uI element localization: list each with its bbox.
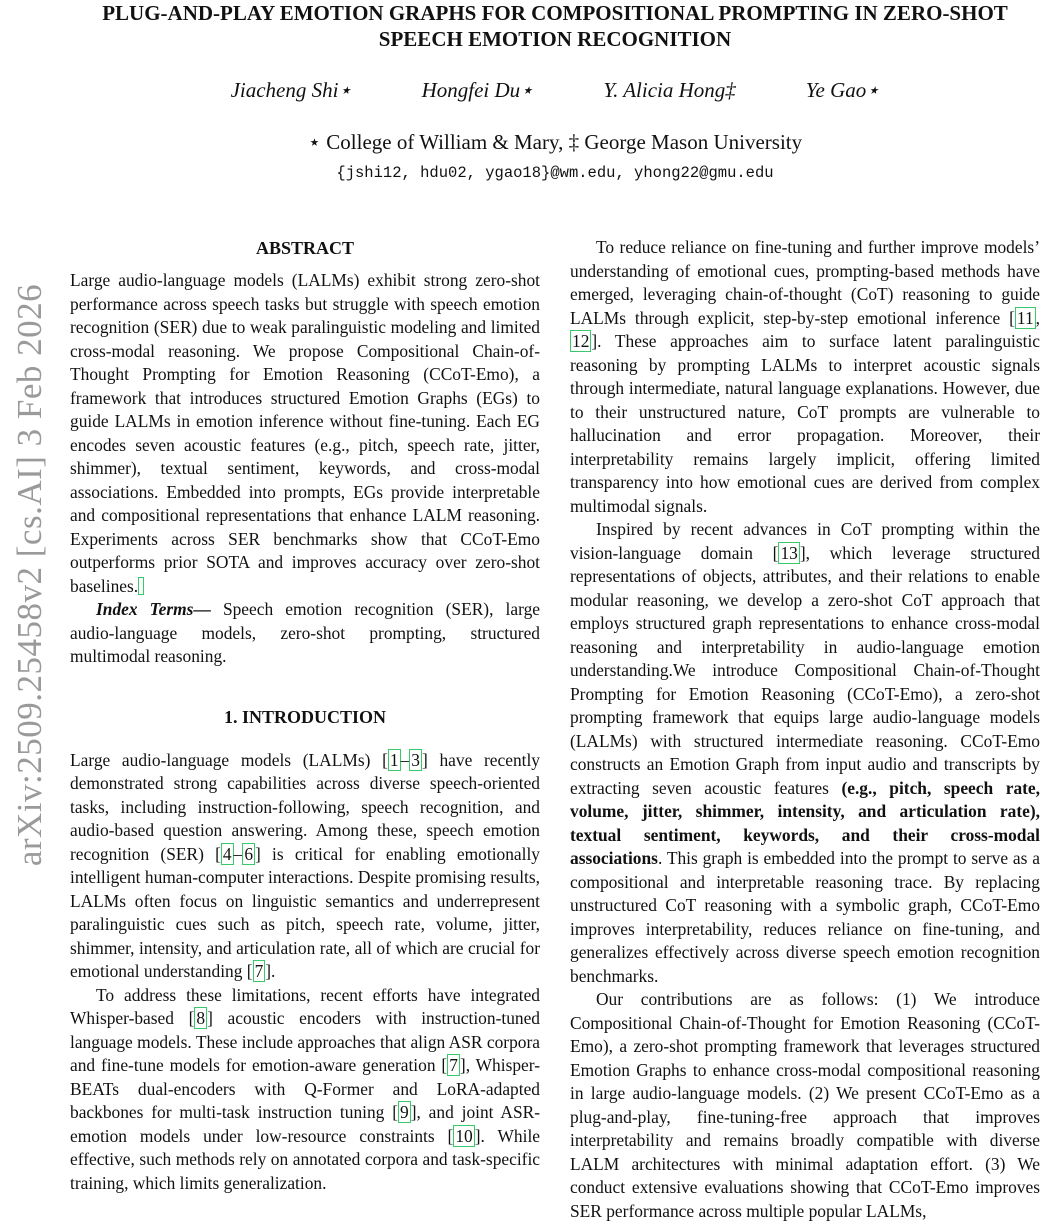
- bold-text-run: (e.g., pitch, speech rate, volume, jitter, shimmer, intensity, and articulation rate), textual sentiment, keywords, and their cross-modal associations: [570, 777, 1041, 868]
- citation-link[interactable]: 1: [389, 749, 399, 770]
- author-4: Ye Gao⋆: [805, 78, 880, 102]
- citation-link[interactable]: 6: [244, 843, 254, 864]
- text-run: ]. These approaches aim to surface latent paralinguistic reasoning by prompting LALMs to interpret acoustic signals through intermediate, natural language explanations. However, due to their unstructured nature, CoT prompts are vulnerable to hallucination and error propagation. Moreover, their interpretability remains largely implicit, offering limited transparency into how emotional cues are derived from complex multimodal signals.: [570, 331, 1040, 516]
- abstract-heading: ABSTRACT: [255, 238, 355, 258]
- paper-title: [60, 0, 1050, 52]
- abstract-body: Large audio-language models (LALMs) exhibit strong zero-shot performance across speech tasks but struggle with speech emotion recognition (SER) due to weak paralinguistic modeling and limited cross-modal reasoning. We propose Compositional Chain-of-Thought Prompting for Emotion Reasoning (CCoT-Emo), a framework that introduces structured Emotion Graphs (EGs) to guide LALMs in emotion inference without fine-tuning. Each EG encodes seven acoustic features (e.g., pitch, speech rate, jitter, shimmer), textual sentiment, keywords, and cross-modal associations. Embedded into prompts, EGs provide interpretable and compositional representations that enhance LALM reasoning. Experiments across SER benchmarks show that CCoT-Emo outperforms prior SOTA and improves accuracy over zero-shot baselines.: [70, 270, 540, 596]
- title-line-1: PLUG-AND-PLAY EMOTION GRAPHS FOR COMPOSITIONAL PROMPTING IN ZERO-SHOT: [102, 1, 1008, 25]
- citation-link[interactable]: 7: [449, 1055, 458, 1075]
- affiliations: ⋆ College of William & Mary, ‡ George Mason University: [307, 130, 803, 154]
- text-run: Large audio-language models (LALMs) [: [70, 749, 388, 770]
- author-1: Jiacheng Shi⋆: [230, 78, 352, 102]
- abstract-footnote-link[interactable]: [138, 577, 144, 595]
- author-list: [60, 78, 1050, 103]
- author-emails: {jshi12, hdu02, ygao18}@wm.edu, yhong22@gmu.edu: [336, 164, 774, 182]
- citation-link[interactable]: 12: [572, 331, 590, 351]
- index-terms-label: Index Terms—: [96, 599, 211, 619]
- arxiv-watermark: [0, 250, 60, 900]
- text-run: . This graph is embedded into the prompt to serve as a compositional and interpretable reasoning trace. By replacing unstructured CoT reasoning with a symbolic graph, CCoT-Emo improves interpretability, reduces reliance on fine-tuning, and generalizes effectively across diverse speech emotion recognition benchmarks.: [570, 848, 1040, 986]
- citation-link[interactable]: 8: [196, 1008, 206, 1028]
- text-run: ] is critical for enabling emotionally intelligent human-computer interactions. Despite promising results, LALMs often focus on linguistic semantics and underrepresent paralinguistic cues such as pitch, speech rate, volume, jitter, shimmer, intensity, and articulation rate, all of which are crucial for emotional understanding [: [70, 843, 540, 981]
- citation-link[interactable]: 11: [1016, 307, 1034, 328]
- text-run: ], which leverage structured representations of objects, attributes, and their relations to enable modular reasoning, we develop a zero-shot CoT approach that employs structured graph representations to enhance cross-modal reasoning and interpretability in audio-language emotion understanding.We introduce Compositional Chain-of-Thought Prompting for Emotion Reasoning (CCoT-Emo), a zero-shot prompting framework that equips large audio-language models (LALMs) with structured intermediate reasoning. CCoT-Emo constructs an Emotion Graph from input audio and transcripts by extracting seven acoustic features: [570, 542, 1040, 798]
- citation-link[interactable]: 9: [400, 1102, 409, 1122]
- text-run: Inspired by recent advances in CoT prompting within the vision-language domain [: [570, 519, 1040, 563]
- citation-link[interactable]: 4: [222, 843, 232, 864]
- index-terms-text: Speech emotion recognition (SER), large audio-language models, zero-shot prompting, structured multimodal reasoning.: [70, 599, 540, 666]
- intro-paragraph-3: [570, 236, 1040, 518]
- intro-paragraph-1: [70, 749, 540, 984]
- text-run: To reduce reliance on fine-tuning and further improve models’ understanding of emotional cues, prompting-based methods have emerged, leveraging chain-of-thought (CoT) reasoning to guide LALMs through explicit, step-by-step emotional inference [: [570, 237, 1040, 328]
- citation-link[interactable]: 3: [411, 749, 420, 770]
- text-run: ,: [1035, 307, 1040, 328]
- abstract-text: [70, 269, 540, 598]
- arxiv-id-text: arXiv:2509.25458v2 [cs.AI] 3 Feb 2026: [10, 283, 49, 867]
- text-run: ], and joint ASR-emotion models under low-resource constraints [: [70, 1102, 541, 1146]
- text-run: ] acoustic encoders with instruction-tuned language models. These include approaches that align ASR corpora and fine-tune models for emotion-aware generation [: [70, 1008, 541, 1075]
- index-terms: [70, 598, 540, 669]
- text-run: –: [233, 843, 243, 864]
- citation-link[interactable]: 7: [254, 961, 264, 981]
- text-run: –: [400, 749, 410, 770]
- intro-paragraph-4: [570, 518, 1040, 988]
- text-run: To address these limitations, recent efforts have integrated Whisper-based [: [70, 984, 540, 1028]
- left-column: [70, 236, 540, 1195]
- title-line-2: SPEECH EMOTION RECOGNITION: [378, 27, 732, 51]
- text-run: ] have recently demonstrated strong capabilities across diverse speech-oriented tasks, including instruction-following, speech recognition, and audio-based question answering. Among these, speech emotion recognition (SER) [: [70, 749, 540, 864]
- citation-link[interactable]: 13: [780, 542, 798, 563]
- text-run: ].: [265, 961, 276, 981]
- right-column: [570, 236, 1040, 1223]
- intro-heading: 1. INTRODUCTION: [223, 706, 387, 727]
- text-run: ], Whisper-BEATs dual-encoders with Q-Former and LoRA-adapted backbones for multi-task instruction tuning [: [70, 1055, 540, 1122]
- intro-paragraph-2: [70, 984, 540, 1196]
- author-3: Y. Alicia Hong‡: [603, 78, 736, 102]
- intro-paragraph-5: Our contributions are as follows: (1) We introduce Compositional Chain-of-Thought for Emotion Reasoning (CCoT-Emo), a zero-shot prompting framework that leverages structured Emotion Graphs to enhance cross-modal compositional reasoning in large audio-language models. (2) We present CCoT-Emo as a plug-and-play, fine-tuning-free approach that improves interpretability and remains broadly compatible with diverse LALM architectures with minimal adaptation effort. (3) We conduct extensive evaluations showing that CCoT-Emo improves SER performance across multiple popular LALMs,: [570, 989, 1040, 1221]
- citation-link[interactable]: 10: [455, 1125, 473, 1146]
- author-2: Hongfei Du⋆: [421, 78, 534, 102]
- text-run: ]. While effective, such methods rely on annotated corpora and task-specific training, which limits generalization.: [70, 1125, 540, 1193]
